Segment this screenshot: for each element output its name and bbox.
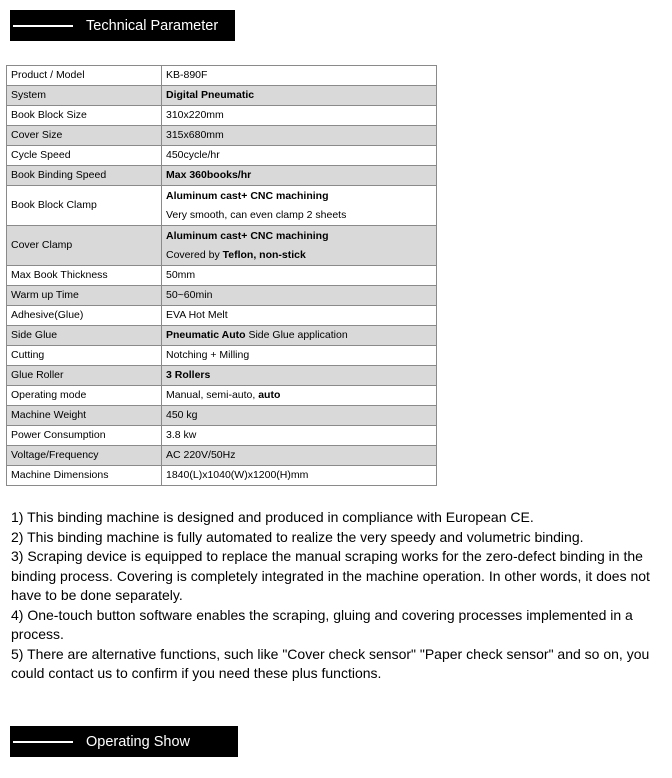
table-row — [7, 266, 437, 286]
param-value: 310x220mm — [162, 106, 437, 126]
table-row — [7, 286, 437, 306]
param-value: Pneumatic Auto Side Glue application — [162, 326, 437, 346]
section-title: Technical Parameter — [86, 17, 219, 34]
header-rule — [13, 741, 73, 743]
param-label: Cover Clamp — [7, 226, 162, 266]
table-row — [7, 346, 437, 366]
param-value: 50mm — [162, 266, 437, 286]
note-item: 4) One-touch button software enables the scraping, gluing and covering processes implemented in a process. — [11, 606, 633, 642]
param-value: Manual, semi-auto, auto — [162, 386, 437, 406]
param-value: 450 kg — [162, 406, 437, 426]
param-value: 3.8 kw — [162, 426, 437, 446]
param-value: Notching + Milling — [162, 346, 437, 366]
param-label: Power Consumption — [7, 426, 162, 446]
table-row — [7, 186, 437, 226]
param-value: 1840(L)x1040(W)x1200(H)mm — [162, 466, 437, 486]
table-row — [7, 86, 437, 106]
section-header-operating-show — [10, 726, 238, 757]
param-label: Voltage/Frequency — [7, 446, 162, 466]
param-value: 450cycle/hr — [162, 146, 437, 166]
table-row — [7, 466, 437, 486]
param-value: EVA Hot Melt — [162, 306, 437, 326]
param-label: Glue Roller — [7, 366, 162, 386]
param-label: Cutting — [7, 346, 162, 366]
param-label: System — [7, 86, 162, 106]
param-value: Aluminum cast+ CNC machining Very smooth, can even clamp 2 sheets — [162, 186, 437, 226]
table-row — [7, 406, 437, 426]
param-label: Book Binding Speed — [7, 166, 162, 186]
param-value: 315x680mm — [162, 126, 437, 146]
table-row — [7, 426, 437, 446]
header-rule — [13, 25, 73, 27]
param-value: Digital Pneumatic — [162, 86, 437, 106]
note-item: 5) There are alternative functions, such like "Cover check sensor" "Paper check sensor" and so on, you could contact us to confirm if you need these plus functions. — [11, 645, 650, 681]
table-row — [7, 326, 437, 346]
note-item: 2) This binding machine is fully automated to realize the very speedy and volumetric binding. — [11, 528, 584, 545]
param-label: Product / Model — [7, 66, 162, 86]
technical-parameter-table — [6, 65, 437, 486]
param-label: Max Book Thickness — [7, 266, 162, 286]
table-row — [7, 146, 437, 166]
param-label: Warm up Time — [7, 286, 162, 306]
table-row — [7, 446, 437, 466]
param-label: Operating mode — [7, 386, 162, 406]
section-title: Operating Show — [86, 733, 190, 750]
note-item: 1) This binding machine is designed and produced in compliance with European CE. — [11, 509, 534, 525]
param-label: Machine Dimensions — [7, 466, 162, 486]
param-value: 3 Rollers — [162, 366, 437, 386]
feature-notes — [11, 508, 671, 684]
param-label: Machine Weight — [7, 406, 162, 426]
param-value: Aluminum cast+ CNC machining Covered by Teflon, non-stick — [162, 226, 437, 266]
table-row — [7, 166, 437, 186]
table-row — [7, 366, 437, 386]
param-label: Adhesive(Glue) — [7, 306, 162, 326]
table-row — [7, 106, 437, 126]
table-row — [7, 66, 437, 86]
param-value: 50~60min — [162, 286, 437, 306]
table-row — [7, 226, 437, 266]
param-label: Book Block Size — [7, 106, 162, 126]
note-item: 3) Scraping device is equipped to replace the manual scraping works for the zero-defect binding in the binding process. Covering is completely integrated in the machine operation. In other words, it does not have to be done separately. — [11, 548, 650, 603]
param-value: Max 360books/hr — [162, 166, 437, 186]
param-label: Cover Size — [7, 126, 162, 146]
param-label: Side Glue — [7, 326, 162, 346]
param-label: Book Block Clamp — [7, 186, 162, 226]
param-label: Cycle Speed — [7, 146, 162, 166]
table-row — [7, 126, 437, 146]
param-value: KB-890F — [162, 66, 437, 86]
param-value: AC 220V/50Hz — [162, 446, 437, 466]
table-row — [7, 386, 437, 406]
section-header-technical-parameter — [10, 10, 235, 41]
table-row — [7, 306, 437, 326]
